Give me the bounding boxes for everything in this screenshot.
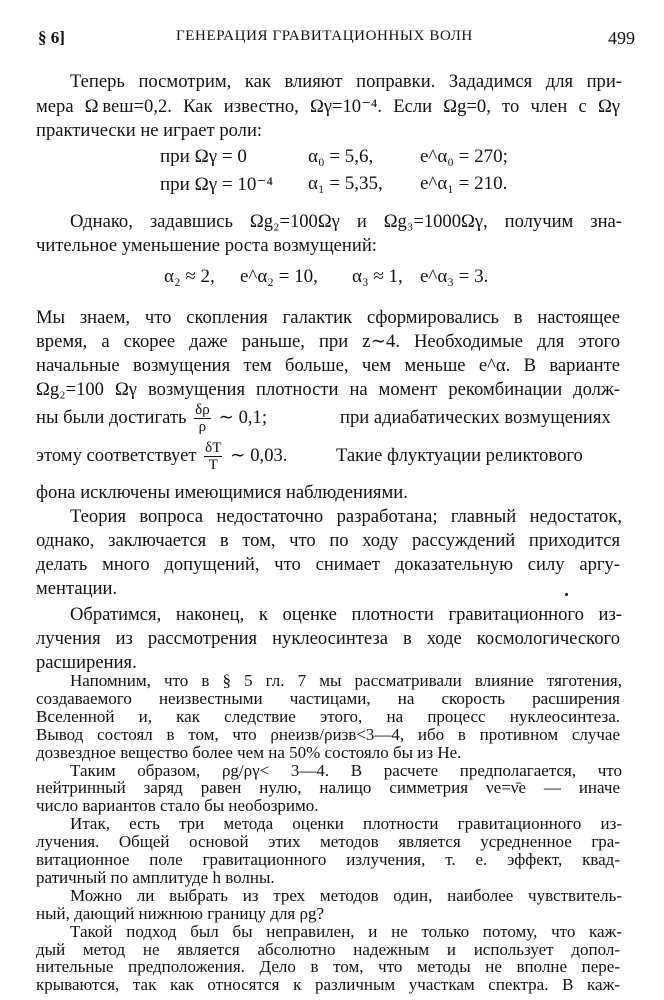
text-line: ный, дающий нижнюю границу для ρg? xyxy=(36,903,325,923)
text-line: Ωg₂=100 Ωγ возмущения плотности на момент рекомбинации долж- xyxy=(36,379,620,400)
text-fragment: ∼ 0,1; xyxy=(218,407,267,428)
text-line: время, а скорее даже раньше, при z∼4. Необходимые для этого xyxy=(36,331,620,352)
text-line: нительные предположения. Дело в том, что методы не вполне пере- xyxy=(36,957,620,977)
equation-term: α₃ ≈ 1, xyxy=(352,266,403,287)
text-line: расширения. xyxy=(36,652,137,673)
text-line: Такой подход был бы неправилен, и не только потому, что каж- xyxy=(70,921,622,941)
text-line: начальные возмущения тем больше, чем меньше e^α. В варианте xyxy=(36,355,620,376)
text-line: Вывод состоял в том, что ρнеизв/ρизв<3—4, ибо в противном случае xyxy=(36,724,620,744)
text-line: Обратимся, наконец, к оценке плотности гравитационного из- xyxy=(70,604,622,625)
text-line: число вариантов стало бы необозримо. xyxy=(36,796,319,816)
text-line: Напомним, что в § 5 гл. 7 мы рассматривали влияние тяготения, xyxy=(70,671,622,690)
text-line-with-fraction xyxy=(36,398,620,438)
fraction-numerator: δT xyxy=(205,440,222,457)
equation-alpha: α₀ = 5,6, xyxy=(308,146,374,167)
fraction-denominator: T xyxy=(208,457,218,474)
text-line: Таким образом, ρg/ργ< 3—4. В расчете предполагается, что xyxy=(70,760,622,780)
text-line: Теперь посмотрим, как влияют поправки. Зададимся для при- xyxy=(70,71,622,92)
equation-exponent: e^α₀ = 270; xyxy=(420,146,508,167)
equation-exponent: e^α₁ = 210. xyxy=(420,173,508,194)
section-marker: § 6] xyxy=(38,28,65,47)
text-line: лучения из рассмотрения нуклеосинтеза в ходе космологического xyxy=(36,628,620,649)
fraction-numerator: δρ xyxy=(195,402,210,419)
equation-term: α₂ ≈ 2, xyxy=(164,266,215,287)
text-fragment: ны были достигать xyxy=(36,407,187,428)
page-number: 499 xyxy=(608,28,635,48)
text-line: дозвездное вещество более чем на 50% состояло бы из He. xyxy=(36,742,462,762)
text-line: нейтринный заряд равен нулю, налицо симметрия νe=ν̄e — иначе xyxy=(36,778,620,798)
text-line: ментации. xyxy=(36,578,118,599)
text-line: Мы знаем, что скопления галактик сформировались в настоящее xyxy=(36,307,620,328)
text-line: крываются, так как относятся к различным участкам спектра. В каж- xyxy=(36,975,620,995)
equation-alpha: α₁ = 5,35, xyxy=(308,173,383,194)
text-fragment: ∼ 0,03. xyxy=(230,445,288,466)
text-line: мера Ω веш=0,2. Как известно, Ωγ=10⁻⁴. Если Ωg=0, то член с Ωγ xyxy=(36,96,620,117)
text-line: Итак, есть три метода оценки плотности гравитационного из- xyxy=(70,814,622,834)
text-line: однако, заключается в том, что по ходу рассуждений приходится xyxy=(36,530,620,551)
text-fragment: Такие флуктуации реликтового xyxy=(336,445,583,466)
text-line: чительное уменьшение роста возмущений: xyxy=(36,235,377,256)
running-title: ГЕНЕРАЦИЯ ГРАВИТАЦИОННЫХ ВОЛН xyxy=(176,28,473,44)
equation-condition: при Ωγ = 10⁻⁴ xyxy=(160,174,273,195)
text-line: витационное поле гравитационного излучения, т. е. эффект, квад- xyxy=(36,850,620,869)
text-line: создаваемого неизвестными частицами, на скорость расширения xyxy=(36,688,620,708)
text-line: Теория вопроса недостаточно разработана; главный недостаток, xyxy=(70,506,622,527)
text-line: делать много допущений, что снимает доказательную силу аргу- xyxy=(36,554,620,575)
ink-speck xyxy=(565,593,568,596)
equation-term: e^α₂ = 10, xyxy=(240,266,318,287)
text-line: дый метод не является абсолютно надежным и использует допол- xyxy=(36,939,620,959)
text-line-with-fraction xyxy=(36,436,620,476)
fraction xyxy=(194,402,211,435)
equation-term: e^α₃ = 3. xyxy=(420,266,489,287)
text-line: Можно ли выбрать из трех методов один, наиболее чувствитель- xyxy=(70,885,622,905)
text-line: ратичный по амплитуде h волны. xyxy=(36,867,275,887)
text-line: Однако, задавшись Ωg₂=100Ωγ и Ωg₃=1000Ωγ, получим зна- xyxy=(70,211,622,232)
equation-condition: при Ωγ = 0 xyxy=(160,146,247,167)
fraction xyxy=(204,440,222,473)
text-line: фона исключены имеющимися наблюдениями. xyxy=(36,482,408,503)
text-fragment: этому соответствует xyxy=(36,445,197,466)
text-fragment: при адиабатических возмущениях xyxy=(340,407,611,428)
text-line: практически не играет роли: xyxy=(36,120,263,141)
text-line: лучения. Общей основой этих методов является усредненное гра- xyxy=(36,832,620,852)
text-line: Вселенной и, как следствие этого, на процесс нуклеосинтеза. xyxy=(36,706,620,726)
fraction-denominator: ρ xyxy=(198,419,207,436)
